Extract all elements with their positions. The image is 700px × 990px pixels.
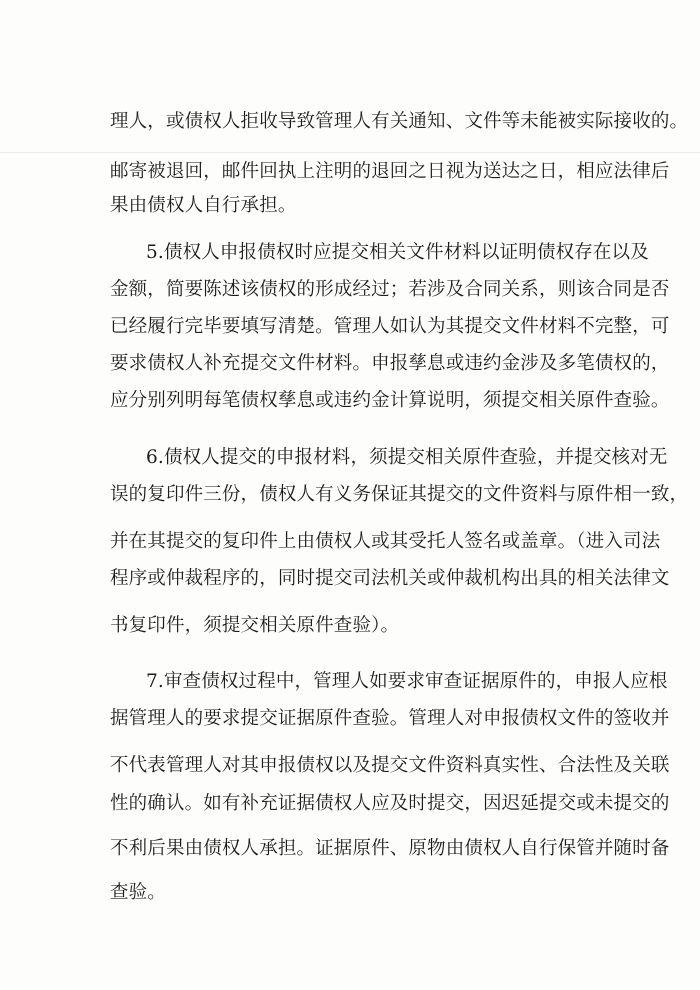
text-line: 果由债权人自行承担。 (110, 195, 297, 216)
text-line: 程序或仲裁程序的，同时提交司法机关或仲裁机构出具的相关法律文 (110, 568, 670, 589)
text-line: 金额，简要陈述该债权的形成经过；若涉及合同关系，则该合同是否 (110, 279, 670, 300)
text-line: 并在其提交的复印件上由债权人或其受托人签名或盖章。（进入司法 (110, 531, 661, 552)
text-line: 邮寄被退回，邮件回执上注明的退回之日视为送达之日，相应法律后 (110, 161, 670, 182)
text-line: 已经履行完毕要填写清楚。管理人如认为其提交文件材料不完整，可 (110, 316, 670, 337)
text-line: 书复印件，须提交相关原件查验）。 (110, 615, 400, 636)
text-line: 查验。 (110, 882, 166, 903)
paragraph-5-first-line: 5.债权人申报债权时应提交相关文件材料以证明债权存在以及 (146, 242, 649, 263)
fold-line (0, 152, 700, 153)
text-line: 不代表管理人对其申报债权以及提交文件资料真实性、合法性及关联 (110, 755, 670, 776)
paragraph-7-first-line: 7.审查债权过程中，管理人如要求审查证据原件的，申报人应根 (146, 671, 668, 692)
text-line: 理人，或债权人拒收导致管理人有关通知、文件等未能被实际接收的。 (110, 111, 689, 132)
text-line: 应分别列明每笔债权孳息或违约金计算说明，须提交相关原件查验。 (110, 390, 670, 411)
text-line: 性的确认。如有补充证据债权人应及时提交，因迟延提交或未提交的 (110, 793, 670, 814)
text-line: 要求债权人补充提交文件材料。申报孳息或违约金涉及多笔债权的， (110, 353, 670, 374)
text-line: 误的复印件三份，债权人有义务保证其提交的文件资料与原件相一致， (110, 484, 689, 505)
paragraph-6-first-line: 6.债权人提交的申报材料，须提交相关原件查验，并提交核对无 (146, 447, 668, 468)
text-line: 据管理人的要求提交证据原件查验。管理人对申报债权文件的签收并 (110, 708, 670, 729)
text-line: 不利后果由债权人承担。证据原件、原物由债权人自行保管并随时备 (110, 838, 670, 859)
